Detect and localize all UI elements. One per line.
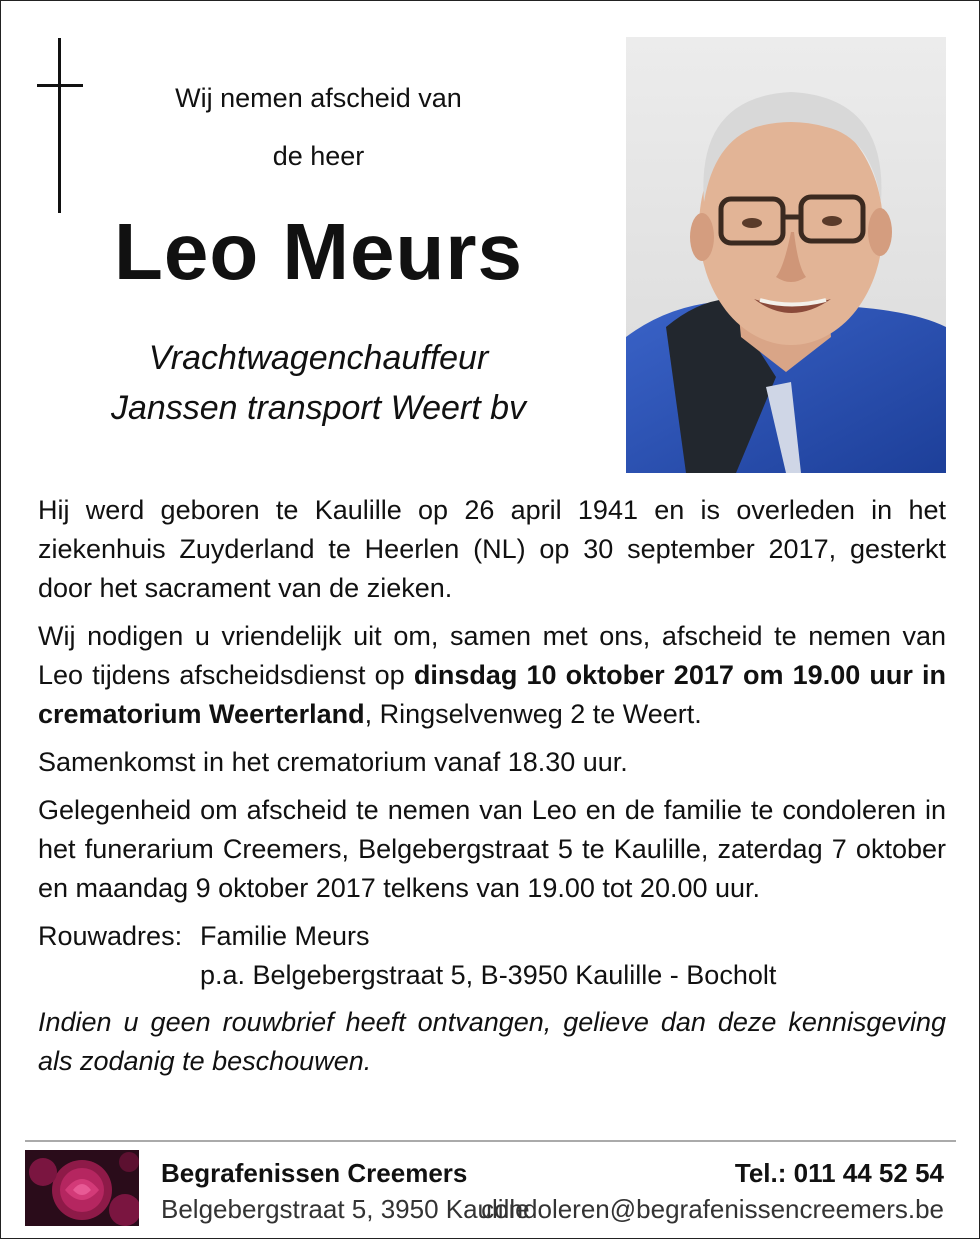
invitation-text: Wij nodigen u vriendelijk uit om, samen met ons, afscheid te nemen van Leo tijdens afscheidsdienst op xyxy=(38,621,946,690)
mourning-address-label: Rouwadres: xyxy=(38,921,183,951)
cross-icon xyxy=(58,38,61,213)
cross-icon-bar xyxy=(37,84,83,87)
mourning-address-family: Familie Meurs xyxy=(200,921,370,951)
invitation-paragraph xyxy=(38,617,946,734)
rose-image xyxy=(25,1150,139,1226)
birth-death-paragraph: Hij werd geboren te Kaulille op 26 april 1941 en is overleden in het ziekenhuis Zuyderland te Heerlen (NL) op 30 september 2017, gesterkt door het sacrament van de zieken. xyxy=(38,495,946,603)
visitation-paragraph: Gelegenheid om afscheid te nemen van Leo en de familie te condoleren in het funerarium Creemers, Belgebergstraat 5 te Kaulille, zaterdag 7 oktober en maandag 9 oktober 2017 telkens van 19.00 tot 20.00 uur. xyxy=(38,795,946,903)
intro-line-1: Wij nemen afscheid van xyxy=(175,83,462,113)
funeral-home-phone: Tel.: 011 44 52 54 xyxy=(734,1158,944,1188)
obituary-body xyxy=(38,491,946,1090)
intro-line-2: de heer xyxy=(272,141,365,171)
service-datetime: dinsdag 10 oktober 2017 om 19.00 uur in crematorium Weerterland xyxy=(38,660,946,729)
funeral-home-email[interactable]: condoleren@begrafenissencreemers.be xyxy=(481,1194,944,1224)
gathering-paragraph: Samenkomst in het crematorium vanaf 18.30 uur. xyxy=(38,747,628,777)
employer: Janssen transport Weert bv xyxy=(110,389,527,427)
funeral-home-address: Belgebergstraat 5, 3950 Kaulille xyxy=(161,1194,530,1224)
footer-divider xyxy=(25,1140,956,1142)
portrait-photo xyxy=(626,37,946,473)
deceased-name: Leo Meurs xyxy=(113,207,524,296)
occupation: Vrachtwagenchauffeur xyxy=(148,339,489,377)
service-location: , Ringselvenweg 2 te Weert. xyxy=(364,699,702,729)
funeral-home-name: Begrafenissen Creemers xyxy=(161,1158,468,1188)
mourning-address xyxy=(38,917,946,995)
mourning-address-street: p.a. Belgebergstraat 5, B-3950 Kaulille - Bocholt xyxy=(200,960,777,990)
notice-note: Indien u geen rouwbrief heeft ontvangen, gelieve dan deze kennisgeving als zodanig te beschouwen. xyxy=(38,1007,946,1076)
mourning-address-lines xyxy=(200,917,776,995)
